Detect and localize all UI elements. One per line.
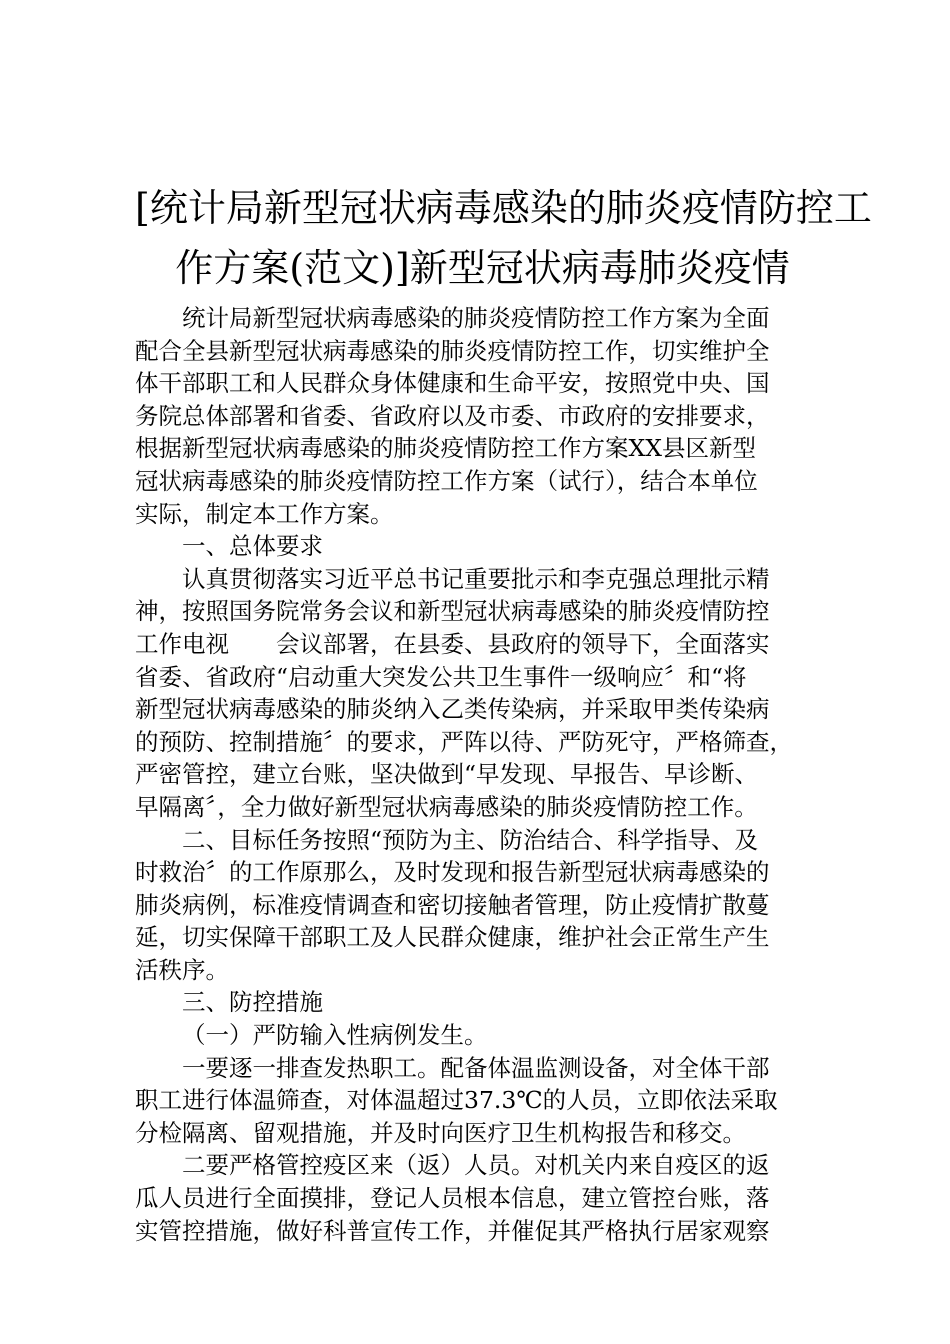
text-line: 二要严格管控疫区来（返）人员。对机关内来自疫区的返 [182,1151,770,1180]
text-line: 二、目标任务按照“预防为主、防治结合、科学指导、及 [182,825,759,854]
text-line: 根据新型冠状病毒感染的肺炎疫情防控工作方案XX县区新型 [135,434,756,463]
title-line-2: 作方案(范文)]新型冠状病毒肺炎疫情 [175,246,790,290]
text-line: 实管控措施，做好科普宣传工作，并催促其严格执行居家观察 [135,1216,770,1245]
text-line: 时救治〞的工作原那么，及时发现和报告新型冠状病毒感染的 [135,858,770,887]
text-line: 三、防控措施 [182,988,323,1017]
document-title [135,178,872,298]
text-line: 冠状病毒感染的肺炎疫情防控工作方案（试行），结合本单位 [135,466,758,495]
text-line: 早隔离〞，全力做好新型冠状病毒感染的肺炎疫情防控工作。 [135,792,758,821]
paragraph [135,302,830,530]
text-line: 瓜人员进行全面摸排，登记人员根本信息，建立管控台账，落 [135,1184,770,1213]
text-line: 实际，制定本工作方案。 [135,499,394,528]
text-line: 神，按照国务院常务会议和新型冠状病毒感染的肺炎疫情防控 [135,597,770,626]
text-line: 工作电视 会议部署，在县委、县政府的领导下，全面落实 [135,629,770,658]
text-line: 分检隔离、留观措施，并及时向医疗卫生机构报告和移交。 [135,1118,746,1147]
text-line: 配合全县新型冠状病毒感染的肺炎疫情防控工作，切实维护全 [135,336,770,365]
text-line: 务院总体部署和省委、省政府以及市委、市政府的安排要求， [135,401,770,430]
title-line-1: [统计局新型冠状病毒感染的肺炎疫情防控工 [135,186,872,230]
text-line: 肺炎病例，标准疫情调查和密切接触者管理，防止疫情扩散蔓 [135,890,770,919]
text-line: 省委、省政府“启动重大突发公共卫生事件一级响应〞和“将 [135,662,747,691]
paragraph [135,530,830,563]
document-page [135,178,872,1247]
paragraph [135,563,830,824]
text-line: 延，切实保障干部职工及人民群众健康，维护社会正常生产生 [135,923,770,952]
text-line: 一、总体要求 [182,532,323,561]
text-line: 一要逐一排查发热职工。配备体温监测设备，对全体干部 [182,1053,770,1082]
paragraph [135,1019,830,1052]
text-line: 新型冠状病毒感染的肺炎纳入乙类传染病，并采取甲类传染病 [135,695,770,724]
text-line: 严密管控，建立台账，坚决做到“早发现、早报告、早诊断、 [135,760,759,789]
paragraph [135,1052,830,1150]
text-line: （一）严防输入性病例发生。 [182,1021,488,1050]
text-line: 统计局新型冠状病毒感染的肺炎疫情防控工作方案为全面 [182,304,770,332]
text-line: 职工进行体温筛查，对体温超过37.3℃的人员，立即依法采取 [135,1086,778,1115]
paragraph [135,986,830,1019]
text-line: 体干部职工和人民群众身体健康和生命平安，按照党中央、国 [135,369,770,398]
text-line: 认真贯彻落实习近平总书记重要批示和李克强总理批示精 [182,564,770,593]
text-line: 活秩序。 [135,955,229,984]
paragraph [135,824,830,987]
paragraph [135,1149,830,1247]
document-body [135,302,830,1247]
text-line: 的预防、控制措施〞的要求，严阵以待、严防死守，严格筛查， [135,727,793,756]
